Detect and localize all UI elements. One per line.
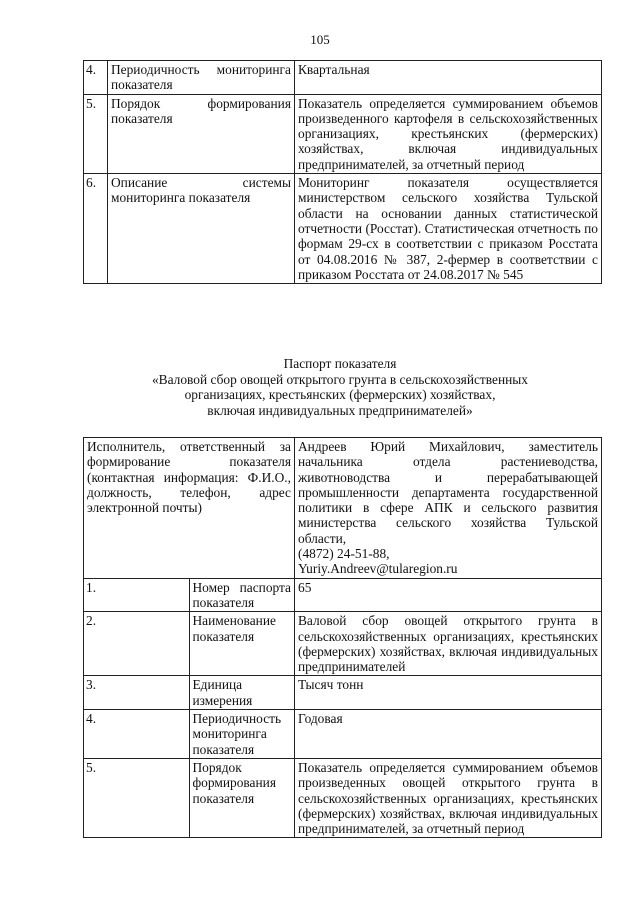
row-label: Периодичность мониторинга показателя (108, 61, 295, 95)
table-row (84, 676, 602, 710)
passport-subtitle-line: организациях, крестьянских (фермерских) хозяйствах, (184, 387, 496, 402)
row-number: 6. (84, 174, 108, 284)
row-number: 5. (84, 758, 190, 837)
row-label: Порядок формирования показателя (108, 94, 295, 173)
passport-subtitle-line: «Валовой сбор овощей открытого грунта в сельскохозяйственных (151, 371, 528, 387)
table-row (84, 174, 602, 284)
row-value: Тысяч тонн (295, 676, 602, 710)
row-label: Периодичность мониторинга показателя (189, 710, 295, 759)
passport-title: Паспорт показателя (283, 356, 397, 371)
executor-email: Yuriy.Andreev@tularegion.ru (298, 561, 458, 577)
row-value: Мониторинг показателя осуществляется министерством сельского хозяйства Тульской области на основании данных статистической отчетности (Росстат). Статистическая отчетность по формам 29-сх в соответствии с приказом Росстата от 04.08.2016 № 387, 2-фермер в соответствии с приказом Росстата от 24.08.2017 № 545 (295, 174, 602, 284)
row-value: Валовой сбор овощей открытого грунта в сельскохозяйственных организациях, крестьянских (фермерских) хозяйствах, включая индивидуальных предпринимателей (295, 612, 602, 676)
row-number: 3. (84, 676, 190, 710)
row-number: 5. (84, 94, 108, 173)
row-number: 4. (84, 710, 190, 759)
row-value: Показатель определяется суммированием объемов произведенных овощей открытого грунта в сельскохозяйственных организациях, крестьянских (фермерских) хозяйствах, включая индивидуальных предпринимателей, за отчетный период (295, 758, 602, 837)
row-number: 2. (84, 612, 190, 676)
table-row (84, 710, 602, 759)
row-label: Наименование показателя (189, 612, 295, 676)
executor-label: Исполнитель, ответственный за формирование показателя (контактная информация: Ф.И.О., должность, телефон, адрес электронной почты) (84, 438, 295, 579)
row-number: 1. (84, 578, 190, 612)
executor-value (295, 438, 602, 579)
table-row (84, 758, 602, 837)
passport-heading (80, 356, 600, 418)
table-row (84, 438, 602, 579)
table-row (84, 61, 602, 95)
row-value: Годовая (295, 710, 602, 759)
passport-subtitle-line: включая индивидуальных предпринимателей» (207, 402, 473, 418)
row-value: 65 (295, 578, 602, 612)
table-row (84, 94, 602, 173)
row-value: Показатель определяется суммированием объемов произведенного картофеля в сельскохозяйственных организациях, крестьянских (фермерских) хозяйствах, включая индивидуальных предпринимателей, за отчетный период (295, 94, 602, 173)
row-label: Описание системы мониторинга показателя (108, 174, 295, 284)
row-value: Квартальная (295, 61, 602, 95)
row-label: Единица измерения (189, 676, 295, 710)
row-number: 4. (84, 61, 108, 95)
table-row (84, 612, 602, 676)
page-number: 105 (310, 32, 330, 47)
executor-name-position: Андреев Юрий Михайлович, заместитель начальника отдела растениеводства, животноводства и перерабатывающей промышленности департамента государственной политики в сфере АПК и сельского развития министерства сельского хозяйства Тульской области, (298, 439, 598, 546)
passport-table (83, 437, 602, 838)
row-label: Номер паспорта показателя (189, 578, 295, 612)
executor-phone: (4872) 24-51-88, (298, 546, 390, 562)
table-row (84, 578, 602, 612)
row-label: Порядок формирования показателя (189, 758, 295, 837)
indicator-table-continued (83, 60, 602, 284)
